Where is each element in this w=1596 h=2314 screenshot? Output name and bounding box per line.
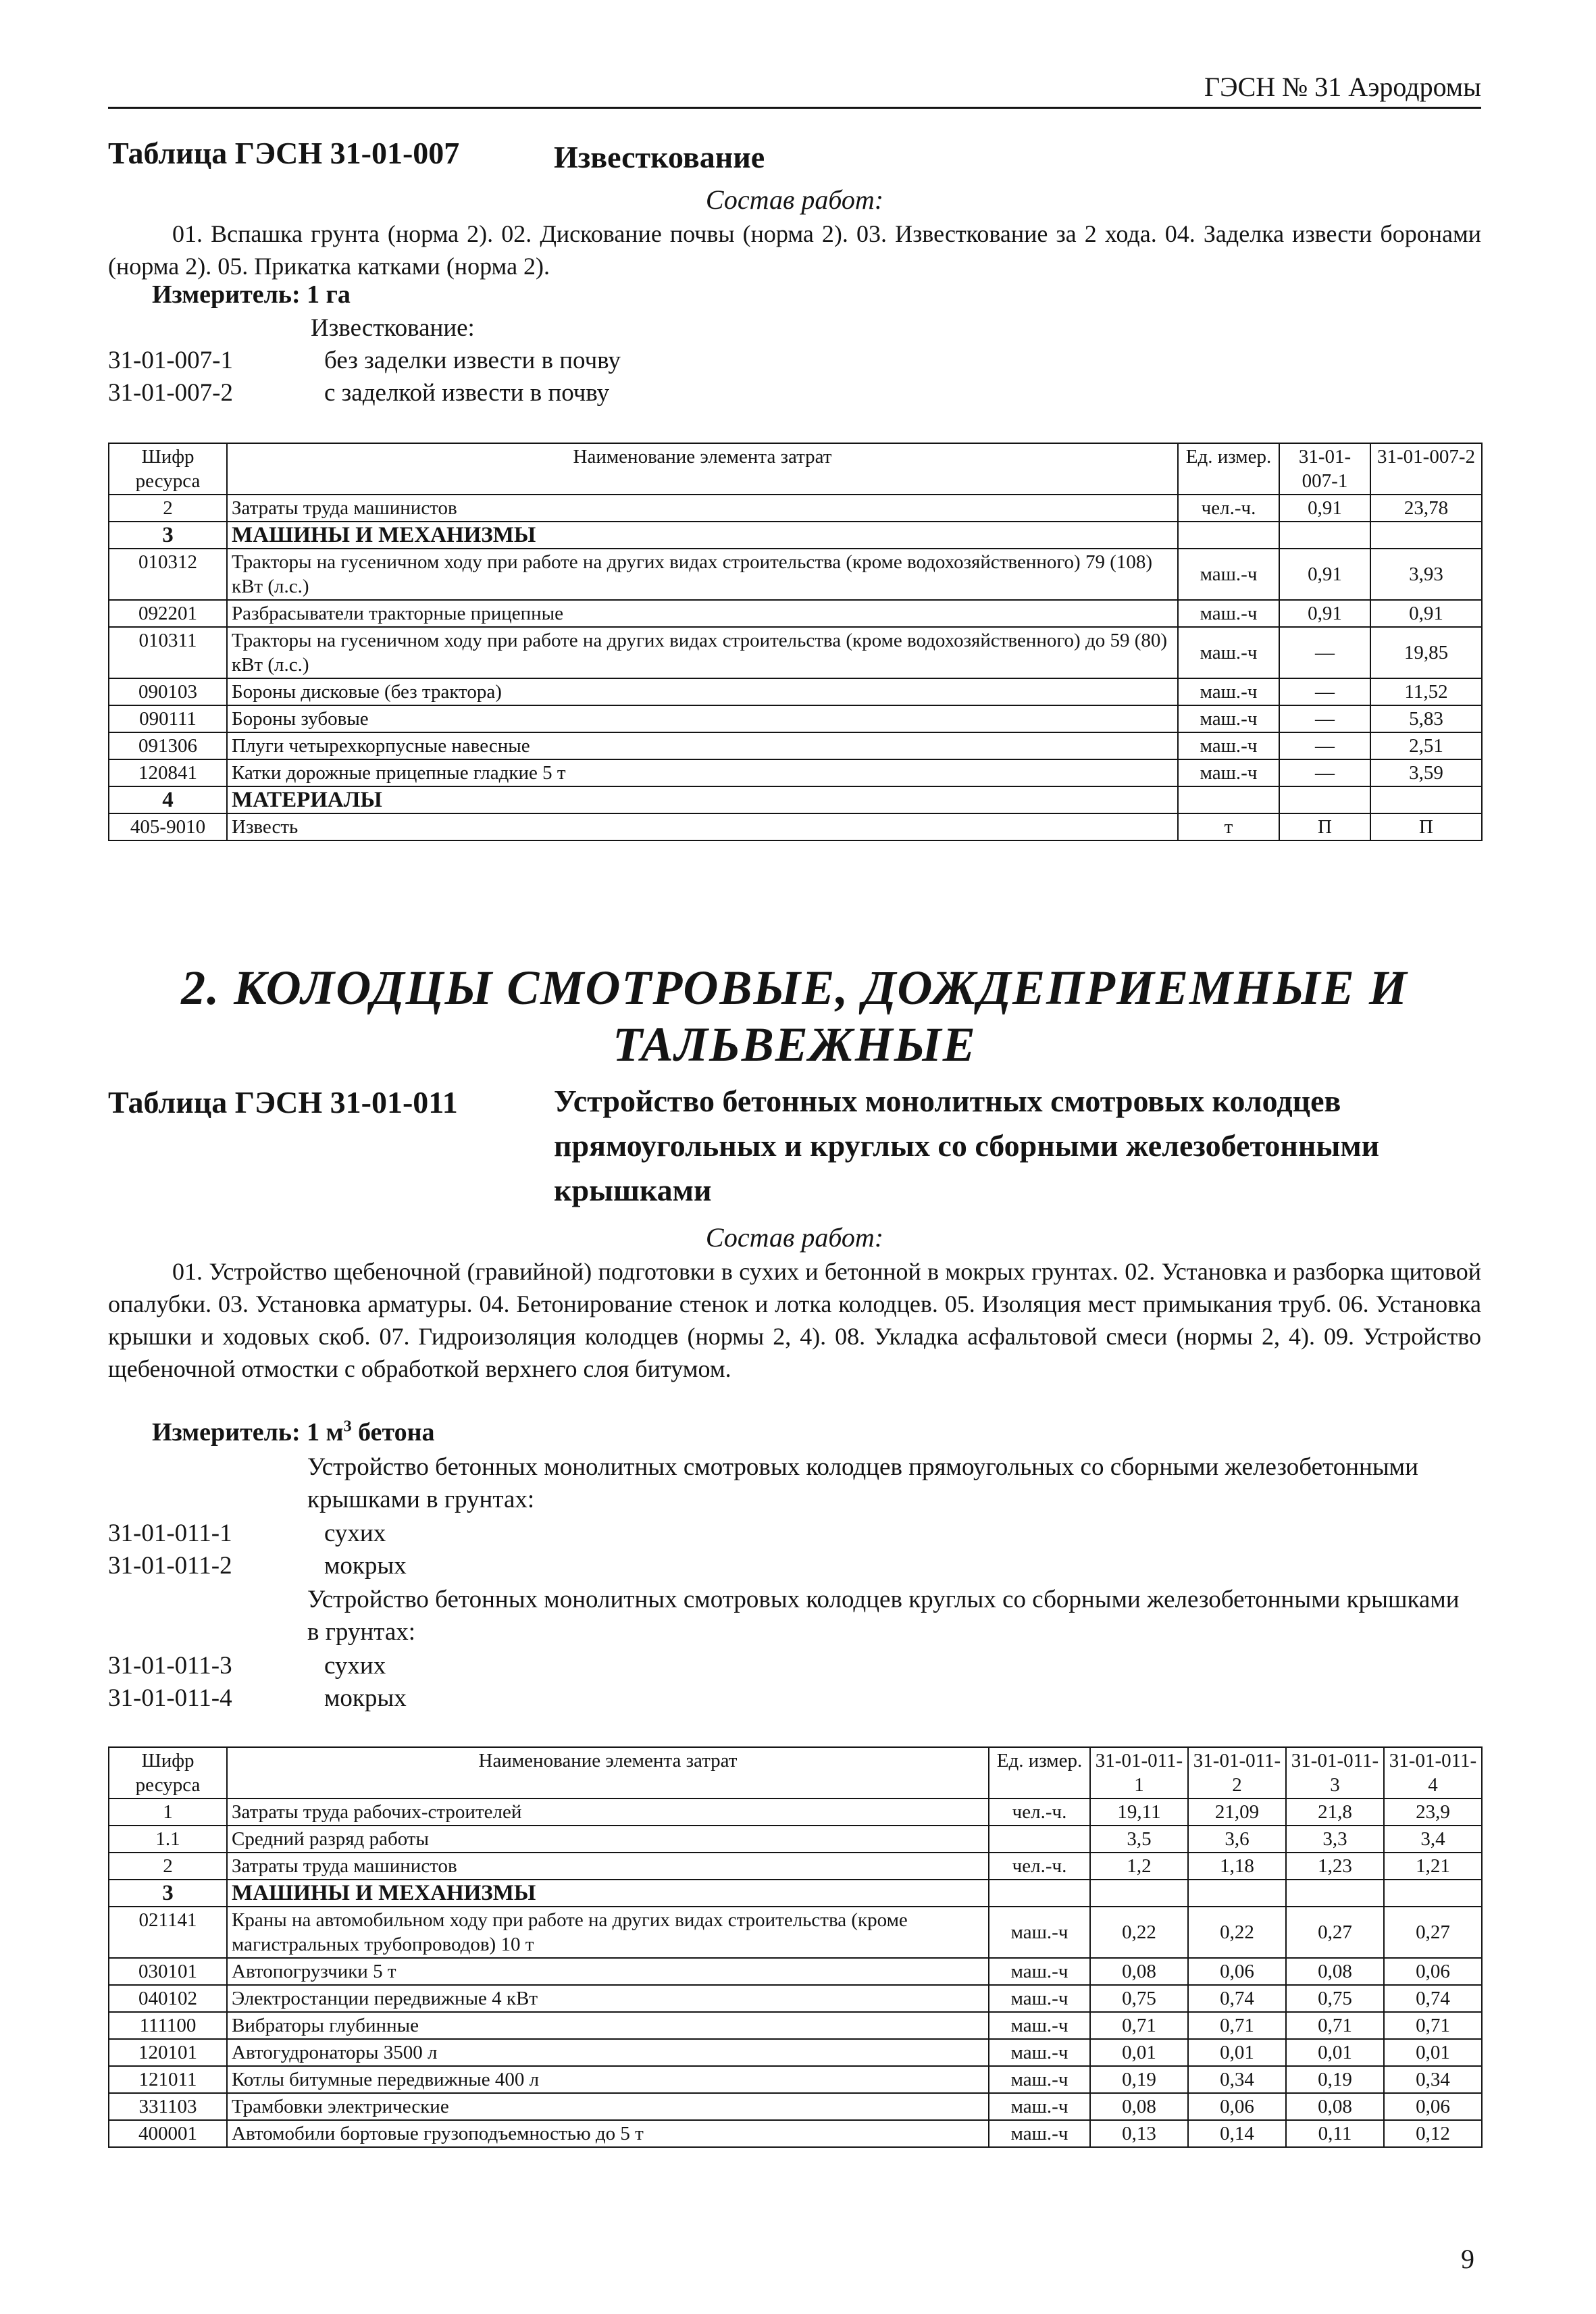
cell-value: — <box>1279 705 1370 732</box>
cell-name: Краны на автомобильном ходу при работе на других видах строительства (кроме магистральных трубопроводов) 10 т <box>227 1907 989 1958</box>
cell-value: 19,11 <box>1090 1799 1188 1826</box>
cell-name: Затраты труда машинистов <box>227 1853 989 1880</box>
cell-name: Известь <box>227 813 1178 840</box>
cell-cipher: 040102 <box>109 1985 227 2012</box>
table2-meter <box>152 1417 435 1447</box>
header-col4: 31-01-011-4 <box>1384 1747 1482 1799</box>
cell-value: 0,22 <box>1188 1907 1286 1958</box>
cell-unit <box>989 1826 1090 1853</box>
header-col1: 31-01-007-1 <box>1279 443 1370 495</box>
cell-unit: чел.-ч. <box>989 1799 1090 1826</box>
table-row <box>109 627 1482 678</box>
table-row <box>109 759 1482 786</box>
table2-grid <box>108 1746 1483 2148</box>
cell-cipher: 120101 <box>109 2039 227 2066</box>
table2-group2: Устройство бетонных монолитных смотровых колодцев круглых со сборными железобетонными крышками в грунтах: <box>307 1586 1460 1646</box>
cell-value: 0,27 <box>1286 1907 1384 1958</box>
cell-value: 0,14 <box>1188 2120 1286 2147</box>
cell-empty <box>1178 786 1279 813</box>
cell-value: 0,01 <box>1286 2039 1384 2066</box>
cell-name: Тракторы на гусеничном ходу при работе на других видах строительства (кроме водохозяйственного) 79 (108) кВт (л.с.) <box>227 549 1178 600</box>
cell-name: Вибраторы глубинные <box>227 2012 989 2039</box>
table2-item-code: 31-01-011-4 <box>108 1684 232 1712</box>
cell-name: МАШИНЫ И МЕХАНИЗМЫ <box>227 1880 989 1907</box>
section-row <box>109 786 1482 813</box>
cell-value: 0,01 <box>1188 2039 1286 2066</box>
cell-cipher: 331103 <box>109 2093 227 2120</box>
table2-label: Таблица ГЭСН 31-01-011 <box>108 1085 458 1120</box>
cell-value: 0,06 <box>1188 1958 1286 1985</box>
cell-value: 3,93 <box>1370 549 1482 600</box>
table2-heading <box>108 1084 1380 1207</box>
table-row <box>109 2120 1482 2147</box>
cell-value: 19,85 <box>1370 627 1482 678</box>
cell-value: 0,34 <box>1188 2066 1286 2093</box>
cell-value: 2,51 <box>1370 732 1482 759</box>
cell-empty <box>1286 1880 1384 1907</box>
table-row <box>109 1907 1482 1958</box>
table-row <box>109 2093 1482 2120</box>
header-cipher: Шифр ресурса <box>109 1747 227 1799</box>
cell-cipher: 090103 <box>109 678 227 705</box>
table2-header-row <box>109 1747 1482 1799</box>
table-row <box>109 1826 1482 1853</box>
table-row <box>109 732 1482 759</box>
cell-empty <box>1279 522 1370 549</box>
cell-value: 0,71 <box>1090 2012 1188 2039</box>
cell-unit: чел.-ч. <box>1178 495 1279 522</box>
cell-name: МАТЕРИАЛЫ <box>227 786 1178 813</box>
cell-value: 0,91 <box>1279 549 1370 600</box>
table1-label: Таблица ГЭСН 31-01-007 <box>108 136 460 170</box>
table1-composition-label: Состав работ: <box>705 184 884 215</box>
cell-name: Затраты труда рабочих-строителей <box>227 1799 989 1826</box>
cell-value: 0,91 <box>1279 600 1370 627</box>
table1-meter-value: 1 га <box>307 280 351 309</box>
cell-value: 1,21 <box>1384 1853 1482 1880</box>
cell-cipher: 010312 <box>109 549 227 600</box>
cell-value: 1,2 <box>1090 1853 1188 1880</box>
cell-value: 1,23 <box>1286 1853 1384 1880</box>
cell-name: Бороны дисковые (без трактора) <box>227 678 1178 705</box>
cell-cipher: 111100 <box>109 2012 227 2039</box>
cell-cipher: 405-9010 <box>109 813 227 840</box>
cell-empty <box>1279 786 1370 813</box>
table1-title: Известкование <box>554 140 765 174</box>
header-name: Наименование элемента затрат <box>227 1747 989 1799</box>
table-row <box>109 2039 1482 2066</box>
table1-item-name: без заделки извести в почву <box>324 347 621 374</box>
cell-unit: маш.-ч <box>1178 549 1279 600</box>
cell-value: — <box>1279 759 1370 786</box>
table-row <box>109 495 1482 522</box>
cell-value: 0,06 <box>1384 2093 1482 2120</box>
table2-item-name: мокрых <box>324 1684 407 1712</box>
table1-grid <box>108 443 1483 841</box>
table-row <box>109 2066 1482 2093</box>
cell-value: — <box>1279 627 1370 678</box>
cell-name: Средний разряд работы <box>227 1826 989 1853</box>
cell-name: Трамбовки электрические <box>227 2093 989 2120</box>
cell-empty <box>1188 1880 1286 1907</box>
page-number: 9 <box>1461 2244 1474 2274</box>
cell-value: 0,19 <box>1286 2066 1384 2093</box>
table2-item-name: сухих <box>324 1519 386 1547</box>
cell-value: П <box>1370 813 1482 840</box>
cell-name: Затраты труда машинистов <box>227 495 1178 522</box>
table2-composition-label: Состав работ: <box>705 1222 884 1253</box>
cell-value: 0,08 <box>1090 1958 1188 1985</box>
cell-value: 11,52 <box>1370 678 1482 705</box>
cell-name: Тракторы на гусеничном ходу при работе на других видах строительства (кроме водохозяйственного) до 59 (80) кВт (л.с.) <box>227 627 1178 678</box>
table1-item-name: с заделкой извести в почву <box>324 379 610 407</box>
cell-value: П <box>1279 813 1370 840</box>
cell-value: 21,8 <box>1286 1799 1384 1826</box>
cell-empty <box>1370 786 1482 813</box>
cell-cipher: 092201 <box>109 600 227 627</box>
table1-group: Известкование: <box>311 314 475 342</box>
table-row <box>109 1853 1482 1880</box>
cell-value: 0,75 <box>1286 1985 1384 2012</box>
cell-name: Катки дорожные прицепные гладкие 5 т <box>227 759 1178 786</box>
cell-value: 23,9 <box>1384 1799 1482 1826</box>
cell-cipher: 4 <box>109 786 227 813</box>
cell-value: 0,11 <box>1286 2120 1384 2147</box>
cell-value: 0,12 <box>1384 2120 1482 2147</box>
cell-cipher: 2 <box>109 495 227 522</box>
cell-value: — <box>1279 732 1370 759</box>
table-row <box>109 1799 1482 1826</box>
cell-unit: т <box>1178 813 1279 840</box>
table2-item-code: 31-01-011-1 <box>108 1519 232 1547</box>
cell-value: 0,71 <box>1384 2012 1482 2039</box>
table-row <box>109 600 1482 627</box>
cell-empty <box>989 1880 1090 1907</box>
cell-value: 0,01 <box>1384 2039 1482 2066</box>
table1-composition: 01. Вспашка грунта (норма 2). 02. Дискование почвы (норма 2). 03. Известкование за 2 хода. 04. Заделка извести боронами (норма 2). 05. Прикатка катками (норма 2). <box>108 220 1481 280</box>
cell-unit: маш.-ч <box>1178 705 1279 732</box>
cell-unit: маш.-ч <box>1178 600 1279 627</box>
table2-item-name: сухих <box>324 1652 386 1680</box>
cell-cipher: 021141 <box>109 1907 227 1958</box>
cell-value: 0,19 <box>1090 2066 1188 2093</box>
header-col3: 31-01-011-3 <box>1286 1747 1384 1799</box>
cell-value: 21,09 <box>1188 1799 1286 1826</box>
cell-value: 1,18 <box>1188 1853 1286 1880</box>
cell-value: 0,01 <box>1090 2039 1188 2066</box>
cell-unit: маш.-ч <box>1178 759 1279 786</box>
table2-meter-label: Измеритель: <box>152 1418 301 1447</box>
cell-value: 3,5 <box>1090 1826 1188 1853</box>
cell-value: 0,22 <box>1090 1907 1188 1958</box>
cell-cipher: 2 <box>109 1853 227 1880</box>
cell-unit: маш.-ч <box>989 1985 1090 2012</box>
cell-value: 0,74 <box>1384 1985 1482 2012</box>
cell-value: 0,27 <box>1384 1907 1482 1958</box>
cell-cipher: 1 <box>109 1799 227 1826</box>
running-header-text: ГЭСН № 31 Аэродромы <box>1204 72 1481 102</box>
table-row <box>109 2012 1482 2039</box>
cell-unit: маш.-ч <box>989 2066 1090 2093</box>
cell-name: Электростанции передвижные 4 кВт <box>227 1985 989 2012</box>
cell-unit: маш.-ч <box>989 1907 1090 1958</box>
header-col2: 31-01-011-2 <box>1188 1747 1286 1799</box>
cell-value: 0,71 <box>1188 2012 1286 2039</box>
cell-unit: маш.-ч <box>989 2039 1090 2066</box>
table-row <box>109 813 1482 840</box>
cell-value: 0,08 <box>1286 1958 1384 1985</box>
table-row <box>109 678 1482 705</box>
table2-group1: Устройство бетонных монолитных смотровых колодцев прямоугольных со сборными железобетонными крышками в грунтах: <box>307 1453 1418 1513</box>
section-title-line1: 2. КОЛОДЦЫ СМОТРОВЫЕ, ДОЖДЕПРИЕМНЫЕ И <box>181 961 1408 1015</box>
cell-name: МАШИНЫ И МЕХАНИЗМЫ <box>227 522 1178 549</box>
header-name: Наименование элемента затрат <box>227 443 1178 495</box>
cell-value: 0,71 <box>1286 2012 1384 2039</box>
section-title-line2: ТАЛЬВЕЖНЫЕ <box>613 1017 977 1072</box>
cell-value: 0,06 <box>1384 1958 1482 1985</box>
cell-name: Автогудронаторы 3500 л <box>227 2039 989 2066</box>
cell-value: 0,74 <box>1188 1985 1286 2012</box>
cell-unit: маш.-ч <box>989 2120 1090 2147</box>
cell-value: 0,34 <box>1384 2066 1482 2093</box>
cell-unit: маш.-ч <box>1178 678 1279 705</box>
cell-cipher: 121011 <box>109 2066 227 2093</box>
table2-title: Устройство бетонных монолитных смотровых колодцев прямоугольных и круглых со сборными железобетонными крышками <box>554 1084 1380 1207</box>
cell-value: 0,08 <box>1286 2093 1384 2120</box>
cell-name: Плуги четырехкорпусные навесные <box>227 732 1178 759</box>
cell-name: Бороны зубовые <box>227 705 1178 732</box>
cell-cipher: 030101 <box>109 1958 227 1985</box>
table1-header-row <box>109 443 1482 495</box>
cell-cipher: 3 <box>109 1880 227 1907</box>
cell-unit: маш.-ч <box>989 2093 1090 2120</box>
cell-cipher: 091306 <box>109 732 227 759</box>
cell-cipher: 010311 <box>109 627 227 678</box>
table2-item-code: 31-01-011-2 <box>108 1552 232 1580</box>
cell-value: 3,6 <box>1188 1826 1286 1853</box>
cell-value: 0,91 <box>1370 600 1482 627</box>
cell-cipher: 3 <box>109 522 227 549</box>
cell-name: Котлы битумные передвижные 400 л <box>227 2066 989 2093</box>
cell-unit: чел.-ч. <box>989 1853 1090 1880</box>
cell-value: 3,3 <box>1286 1826 1384 1853</box>
table-row <box>109 1958 1482 1985</box>
section-row <box>109 522 1482 549</box>
table-row <box>109 1985 1482 2012</box>
table2-meter-sup: 3 <box>343 1417 352 1436</box>
table-row <box>109 705 1482 732</box>
cell-value: 5,83 <box>1370 705 1482 732</box>
cell-value: 0,91 <box>1279 495 1370 522</box>
cell-unit: маш.-ч <box>989 1958 1090 1985</box>
cell-empty <box>1384 1880 1482 1907</box>
cell-empty <box>1178 522 1279 549</box>
table2-item-name: мокрых <box>324 1552 407 1580</box>
table2-meter-value: 1 м <box>307 1418 344 1447</box>
table-row <box>109 549 1482 600</box>
cell-value: 3,59 <box>1370 759 1482 786</box>
table1-item-code: 31-01-007-2 <box>108 379 233 407</box>
table1-heading <box>108 135 765 174</box>
table1-meter <box>152 280 351 309</box>
table2-meter-tail: бетона <box>351 1418 435 1447</box>
cell-value: 0,75 <box>1090 1985 1188 2012</box>
cell-cipher: 090111 <box>109 705 227 732</box>
cell-name: Автомобили бортовые грузоподъемностью до 5 т <box>227 2120 989 2147</box>
cell-unit: маш.-ч <box>989 2012 1090 2039</box>
cell-name: Автопогрузчики 5 т <box>227 1958 989 1985</box>
header-cipher: Шифр ресурса <box>109 443 227 495</box>
cell-cipher: 400001 <box>109 2120 227 2147</box>
header-col1: 31-01-011-1 <box>1090 1747 1188 1799</box>
cell-empty <box>1090 1880 1188 1907</box>
table1-item-code: 31-01-007-1 <box>108 347 233 374</box>
table2-composition: 01. Устройство щебеночной (гравийной) подготовки в сухих и бетонной в мокрых грунтах. 02. Установка и разборка щитовой опалубки. 03. Установка арматуры. 04. Бетонирование стенок и лотка колодцев. 05. Изоляция мест примыкания труб. 06. Установка крышки и ходовых скоб. 07. Гидроизоляция колодцев (нормы 2, 4). 08. Укладка асфальтовой смеси (нормы 2, 4). 09. Устройство щебеночной отмостки с обработкой верхнего слоя битумом. <box>108 1258 1481 1382</box>
cell-name: Разбрасыватели тракторные прицепные <box>227 600 1178 627</box>
cell-value: 0,06 <box>1188 2093 1286 2120</box>
running-header <box>108 59 1481 109</box>
header-col2: 31-01-007-2 <box>1370 443 1482 495</box>
cell-cipher: 120841 <box>109 759 227 786</box>
cell-value: 23,78 <box>1370 495 1482 522</box>
cell-value: 0,08 <box>1090 2093 1188 2120</box>
section-row <box>109 1880 1482 1907</box>
cell-unit: маш.-ч <box>1178 627 1279 678</box>
header-unit: Ед. измер. <box>989 1747 1090 1799</box>
cell-empty <box>1370 522 1482 549</box>
cell-unit: маш.-ч <box>1178 732 1279 759</box>
header-unit: Ед. измер. <box>1178 443 1279 495</box>
cell-value: 3,4 <box>1384 1826 1482 1853</box>
cell-value: — <box>1279 678 1370 705</box>
section-title <box>108 959 1481 1073</box>
table1-meter-label: Измеритель: <box>152 280 301 309</box>
cell-cipher: 1.1 <box>109 1826 227 1853</box>
cell-value: 0,13 <box>1090 2120 1188 2147</box>
table2-item-code: 31-01-011-3 <box>108 1652 232 1680</box>
